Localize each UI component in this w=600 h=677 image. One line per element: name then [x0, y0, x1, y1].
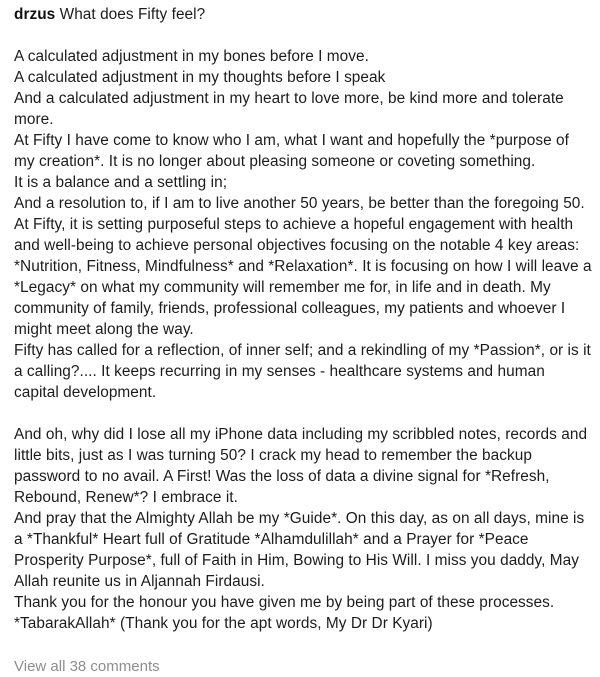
caption-line: Fifty has called for a reflection, of inner self; and a rekindling of my *Passion*, or is it a calling?.... It keeps recurring in my senses - healthcare systems and human capital development. — [14, 342, 591, 401]
caption-line: *TabarakAllah* (Thank you for the apt words, My Dr Dr Kyari) — [14, 615, 433, 632]
view-all-comments-link[interactable]: View all 38 comments — [14, 658, 160, 675]
caption-line: And pray that the Almighty Allah be my *Guide*. On this day, as on all days, mine is a *Thankful* Heart full of Gratitude *Alhamdulillah* and a Prayer for *Peace Prosperity Purpose*, full of Faith in Him, Bowing to His Will. I miss you daddy, May Allah reunite us in Aljannah Firdausi. — [14, 510, 585, 590]
username-link[interactable]: drzus — [14, 6, 56, 23]
caption-line: At Fifty I have come to know who I am, what I want and hopefully the *purpose of my creation*. It is no longer about pleasing someone or coveting something. — [14, 132, 569, 170]
caption-line: Thank you for the honour you have given me by being part of these processes. — [14, 594, 555, 611]
caption-line: At Fifty, it is setting purposeful steps to achieve a hopeful engagement with health and well-being to achieve personal objectives focusing on the notable 4 key areas: *Nutrition, Fitness, Mindfulness* and *Relaxation*. It is focusing on how I will leave a *Legacy* on what my community will remember me for, in life and in death. My community of family, friends, professional colleagues, my patients and whoever I might meet along the way. — [14, 216, 592, 338]
caption-header — [14, 4, 592, 25]
post-caption — [14, 4, 592, 634]
caption-line: And a calculated adjustment in my heart to love more, be kind more and tolerate more. — [14, 90, 564, 128]
caption-line: A calculated adjustment in my bones before I move. — [14, 48, 369, 65]
paragraph-spacer — [14, 403, 592, 424]
paragraph-spacer — [14, 25, 592, 46]
caption-line: It is a balance and a settling in; — [14, 174, 228, 191]
caption-line: A calculated adjustment in my thoughts before I speak — [14, 69, 386, 86]
caption-line: And oh, why did I lose all my iPhone data including my scribbled notes, records and little bits, just as I was turning 50? I crack my head to remember the backup password to no avail. A First! Was the loss of data a divine signal for *Refresh, Rebound, Renew*? I embrace it. — [14, 426, 588, 506]
caption-line: And a resolution to, if I am to live another 50 years, be better than the foregoing 50. — [14, 195, 585, 212]
caption-title: What does Fifty feel? — [59, 6, 206, 23]
